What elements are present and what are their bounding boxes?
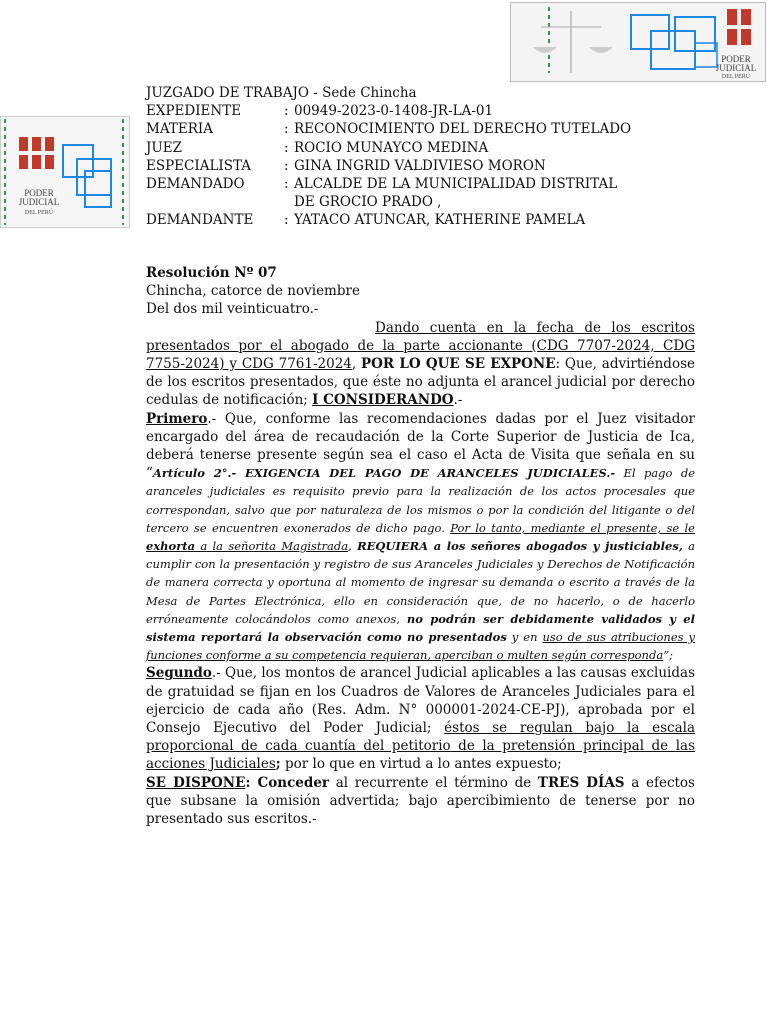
header-label: JUEZ [146, 139, 183, 156]
resolution-date-line-2: Del dos mil veinticuatro.- [146, 301, 319, 318]
header-separator: : [284, 157, 289, 174]
intro-expone: POR LO QUE SE EXPONE [361, 356, 556, 373]
logo-line-2: DEL PERÚ [24, 210, 54, 216]
primero-paragraph: Primero.- Que, conforme las recomendaciones dadas por el Juez visitador encargado del área de recaudación de la Corte Superior de Justicia de Ica, deberá tenerse presente según sea el caso el Acta de Visita que señala en su “Artículo 2°.- EXIGENCIA DEL PAGO DE ARANCELES JUDICIALES.- El pago de aranceles judiciales es requisito previo para la realización de los actos procesales que correspondan, salvo que por naturaleza de los mismos o por la condición del litigante o del tercero se encuentren exonerados de dicho pago. Por lo tanto, mediante el presente, se le exhorta a la señorita Magistrada, REQUIERA a los señores abogados y justiciables, a cumplir con la presentación y registro de sus Aranceles Judiciales y Derechos de Notificación de manera correcta y oportuna al momento de ingresar su demanda o escrito a través de la Mesa de Partes Electrónica, ello en consideración que, de no hacerlo, o de hacerlo erróneamente colocándolos como anexos, no podrán ser debidamente validados y el sistema reportará la observación como no presentados y en uso de sus atribuciones y funciones conforme a su competencia requieran, aperciban o multen según corresponda”; [146, 410, 696, 663]
logo-institution-name [707, 55, 765, 80]
header-row-demandado-cont [146, 193, 706, 211]
header-row-expediente [146, 102, 706, 120]
judicial-logo-top [510, 2, 766, 82]
primero-label: Primero [146, 410, 208, 427]
resolution-body [146, 264, 695, 828]
header-row-especialista [146, 157, 706, 175]
header-value-continued: DE GROCIO PRADO , [294, 194, 442, 211]
header-value: ALCALDE DE LA MUNICIPALIDAD DISTRITAL [294, 176, 618, 193]
header-separator: : [284, 176, 289, 193]
header-row-juez [146, 139, 706, 157]
logo-line-1: PODER JUDICIAL [715, 54, 757, 73]
logo-institution-name-left [5, 189, 73, 216]
logo-line-2: DEL PERÚ [721, 74, 751, 80]
case-header [146, 84, 706, 230]
header-value: ROCIO MUNAYCO MEDINA [294, 139, 489, 156]
header-separator: : [284, 212, 289, 229]
header-label: MATERIA [146, 121, 213, 138]
header-row-materia [146, 120, 706, 138]
header-value: 00949-2023-0-1408-JR-LA-01 [294, 103, 494, 120]
intro-underlined: Dando cuenta en la fecha de los escritos presentados por el abogado de la parte accionante (CDG 7707-2024, CDG 7755-2024) y CDG 7761-2024 [146, 319, 695, 373]
header-value: RECONOCIMIENTO DEL DERECHO TUTELADO [294, 121, 632, 138]
header-value: YATACO ATUNCAR, KATHERINE PAMELA [294, 212, 586, 229]
header-label: EXPEDIENTE [146, 103, 242, 120]
article-heading: Artículo 2°.- EXIGENCIA DEL PAGO DE ARANCELES JUDICIALES.- [152, 466, 616, 481]
dispone-label: SE DISPONE [146, 774, 246, 791]
header-separator: : [284, 139, 289, 156]
header-value: GINA INGRID VALDIVIESO MORON [294, 157, 546, 174]
header-row-demandante [146, 211, 706, 229]
resolution-title: Resolución Nº 07 [146, 265, 277, 281]
logo-line-1: PODER JUDICIAL [18, 188, 60, 207]
court-name: JUZGADO DE TRABAJO - Sede Chincha [146, 85, 417, 101]
considerando-heading: I CONSIDERANDO [312, 392, 454, 409]
intro-paragraph: Dando cuenta en la fecha de los escritos presentados por el abogado de la parte accionante (CDG 7707-2024, CDG 7755-2024) y CDG 7761-2024, POR LO QUE SE EXPONE: Que, advirtiéndose de los escritos presentados, que éste no adjunta el arancel judicial por derecho cedulas de notificación; I CONSIDERANDO.- [146, 319, 695, 409]
header-label: ESPECIALISTA [146, 157, 252, 174]
judicial-logo-left [0, 116, 130, 228]
resolution-date-line-1: Chincha, catorce de noviembre [146, 283, 360, 300]
segundo-paragraph: Segundo.- Que, los montos de arancel Judicial aplicables a las causas excluidas de gratuidad se fijan en los Cuadros de Valores de Aranceles Judiciales para el ejercicio de cada año (Res. Adm. N° 000001-2024-CE-PJ), aprobada por el Consejo Ejecutivo del Poder Judicial; éstos se regulan bajo la escala proporcional de cada cuantía del petitorio de la pretensión principal de las acciones Judiciales; por lo que en virtud a lo antes expuesto; [146, 665, 695, 773]
dispone-paragraph: SE DISPONE: Conceder al recurrente el término de TRES DÍAS a efectos que subsane la omisión advertida; bajo apercibimiento de tenerse por no presentado sus escritos.- [146, 774, 695, 828]
header-separator: : [284, 103, 289, 120]
segundo-label: Segundo [146, 665, 212, 682]
header-row-demandado [146, 175, 706, 193]
header-separator: : [284, 121, 289, 138]
header-label: DEMANDADO [146, 176, 245, 193]
header-label: DEMANDANTE [146, 212, 254, 229]
